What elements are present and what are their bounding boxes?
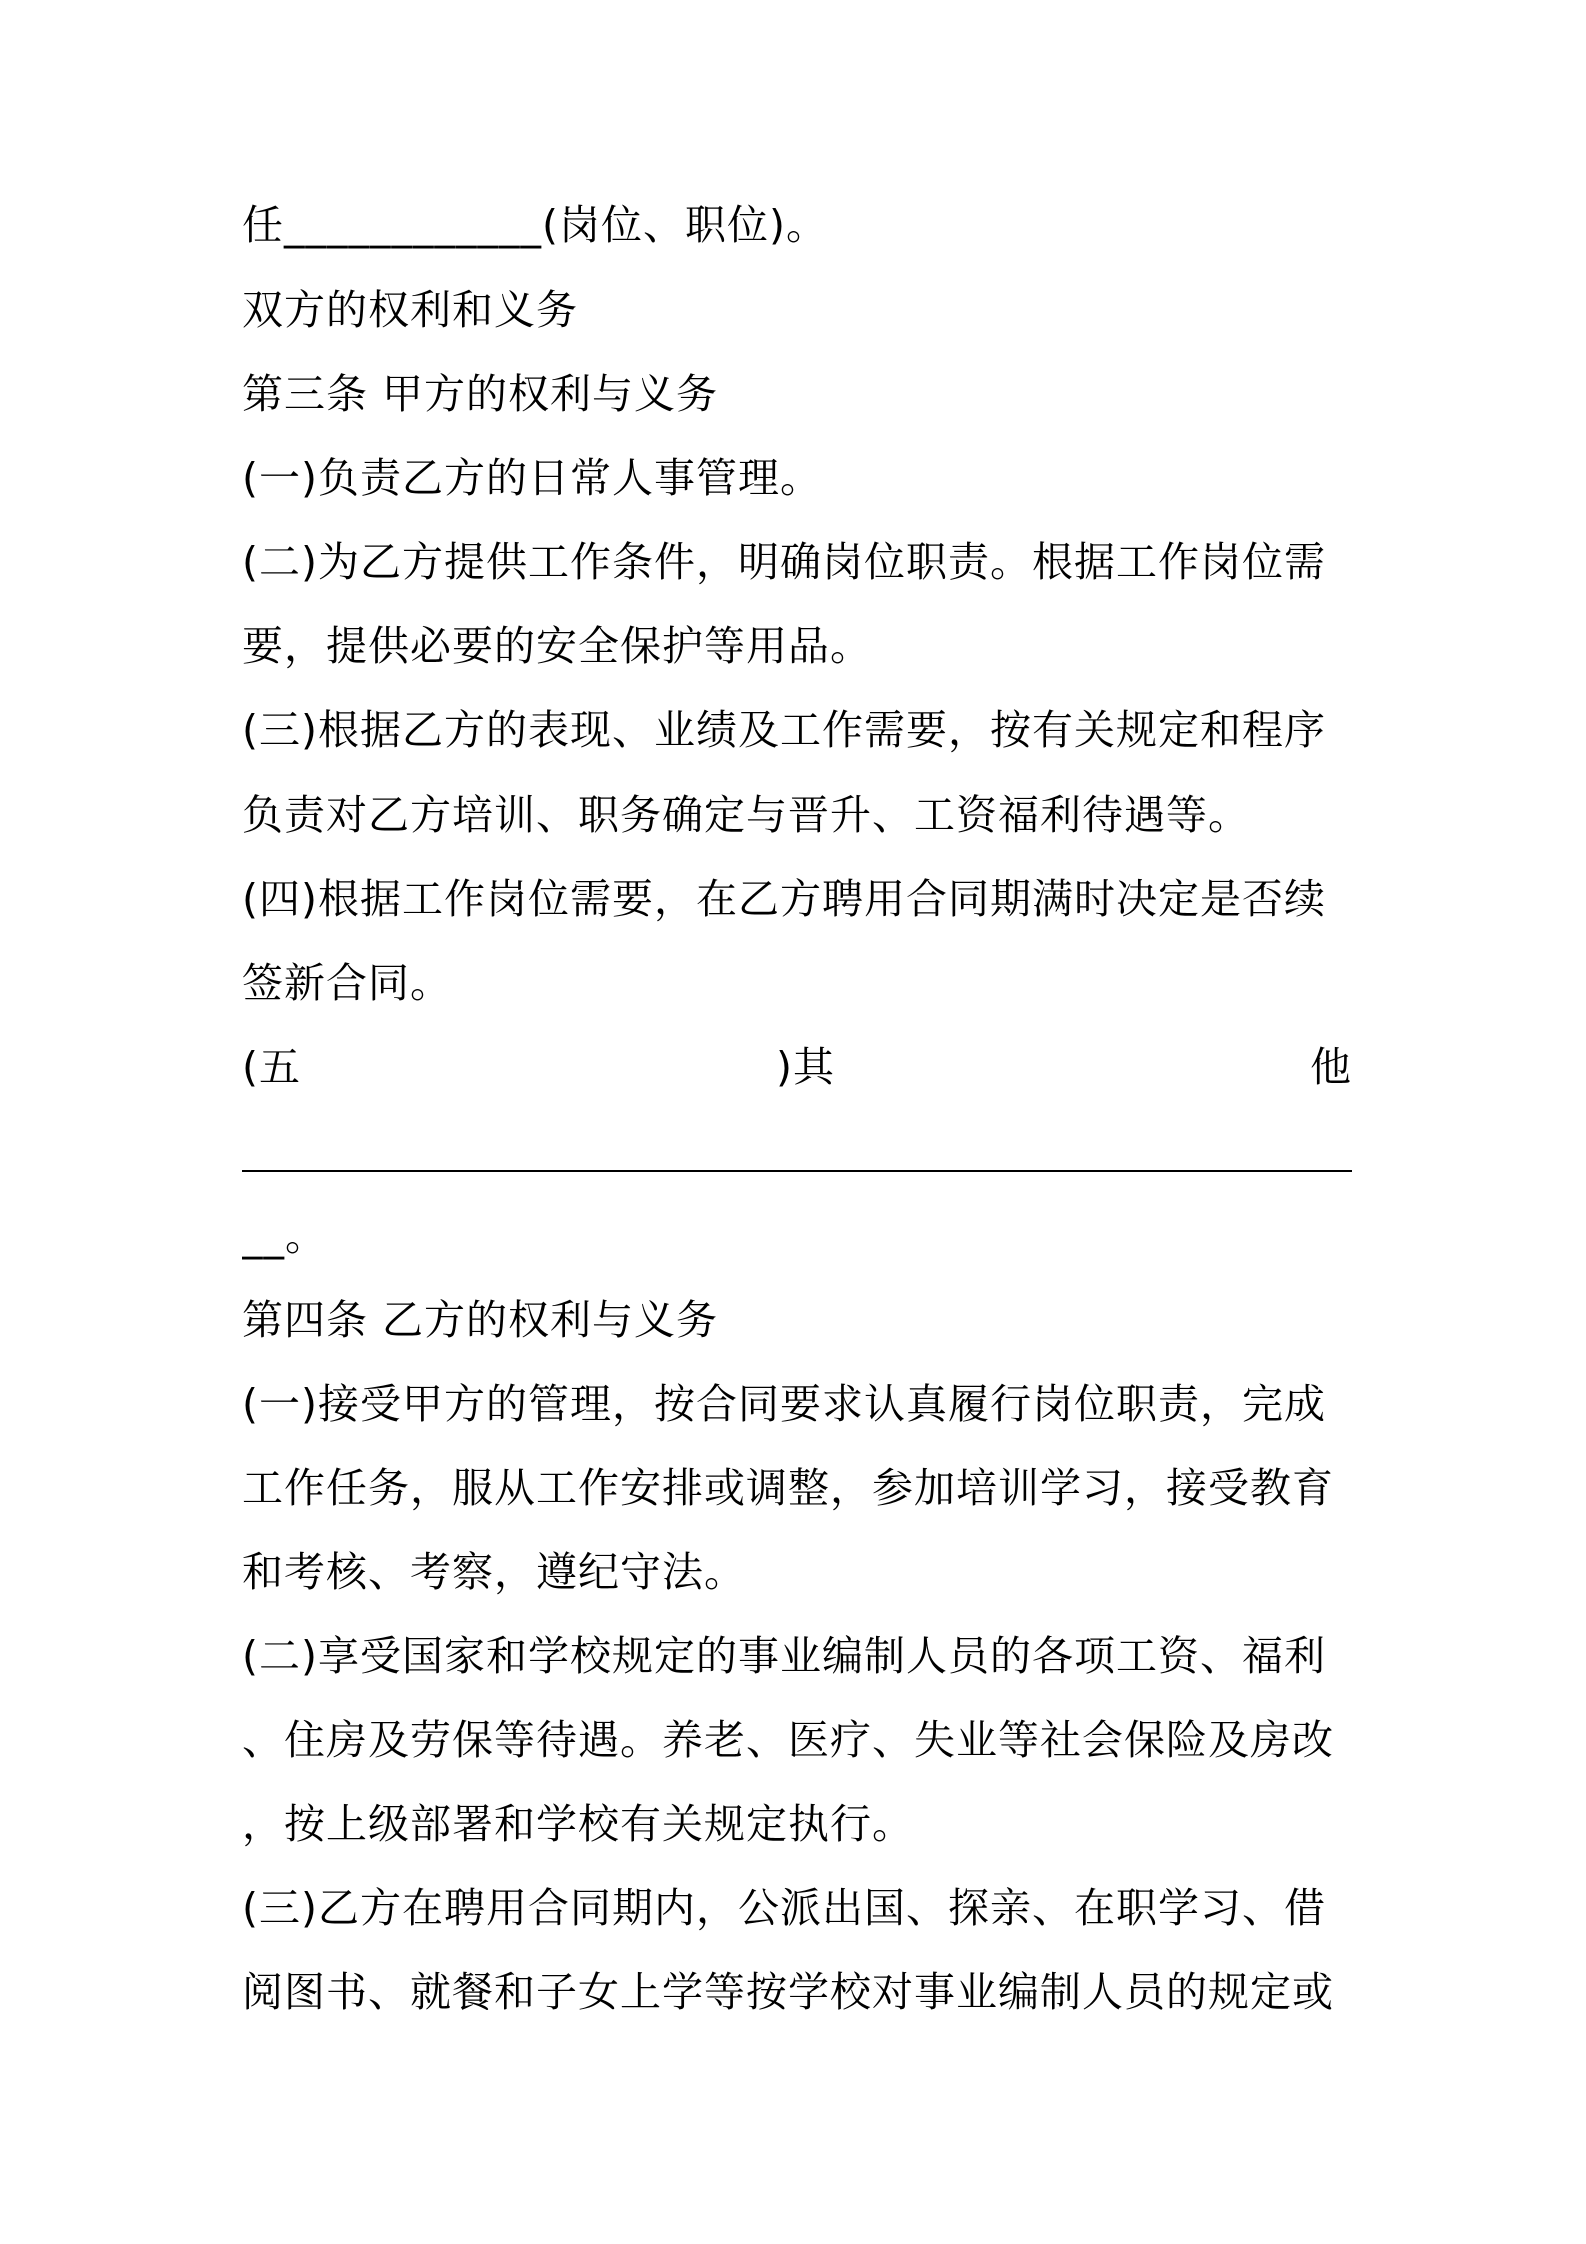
article-4-item-1-line-3: 和考核、考察，遵纪守法。 xyxy=(242,1548,746,1596)
article-3-item-3-line-1: (三)根据乙方的表现、业绩及工作需要，按有关规定和程序 xyxy=(242,706,1326,754)
article-4-item-1-line-2: 工作任务，服从工作安排或调整，参加培训学习，接受教育 xyxy=(242,1464,1334,1512)
article-4-item-3-line-2: 阅图书、就餐和子女上学等按学校对事业编制人员的规定或 xyxy=(242,1968,1334,2016)
article-4-item-1-line-1: (一)接受甲方的管理，按合同要求认真履行岗位职责，完成 xyxy=(242,1380,1326,1428)
article-3-heading: 第三条 甲方的权利与义务 xyxy=(242,370,719,418)
article-3-item-4-line-1: (四)根据工作岗位需要，在乙方聘用合同期满时决定是否续 xyxy=(242,875,1326,923)
section-heading-rights-duties: 双方的权利和义务 xyxy=(242,286,578,334)
article-4-heading: 第四条 乙方的权利与义务 xyxy=(242,1296,719,1344)
blank-fill-line xyxy=(242,1170,1352,1172)
article-3-item-1: (一)负责乙方的日常人事管理。 xyxy=(242,454,822,502)
text-line-position: 任____________(岗位、职位)。 xyxy=(242,201,828,249)
article-3-item-2-line-2: 要，提供必要的安全保护等用品。 xyxy=(242,622,872,670)
article-4-item-2-line-3: ，按上级部署和学校有关规定执行。 xyxy=(242,1800,914,1848)
article-4-item-2-line-2: 、住房及劳保等待遇。养老、医疗、失业等社会保险及房改 xyxy=(242,1716,1334,1764)
article-3-item-2-line-1: (二)为乙方提供工作条件，明确岗位职责。根据工作岗位需 xyxy=(242,538,1326,586)
article-4-item-3-line-1: (三)乙方在聘用合同期内，公派出国、探亲、在职学习、借 xyxy=(242,1884,1326,1932)
article-3-item-3-line-2: 负责对乙方培训、职务确定与晋升、工资福利待遇等。 xyxy=(242,791,1250,839)
article-3-item-4-line-2: 签新合同。 xyxy=(242,959,452,1007)
item-5-word-qi: )其 xyxy=(776,1043,835,1091)
article-3-item-5-line xyxy=(242,1042,1352,1092)
item-5-number: (五 xyxy=(242,1043,301,1091)
article-4-item-2-line-1: (二)享受国家和学校规定的事业编制人员的各项工资、福利 xyxy=(242,1632,1326,1680)
article-3-item-5-end: __。 xyxy=(242,1212,327,1260)
item-5-word-ta: 他 xyxy=(1310,1043,1352,1091)
